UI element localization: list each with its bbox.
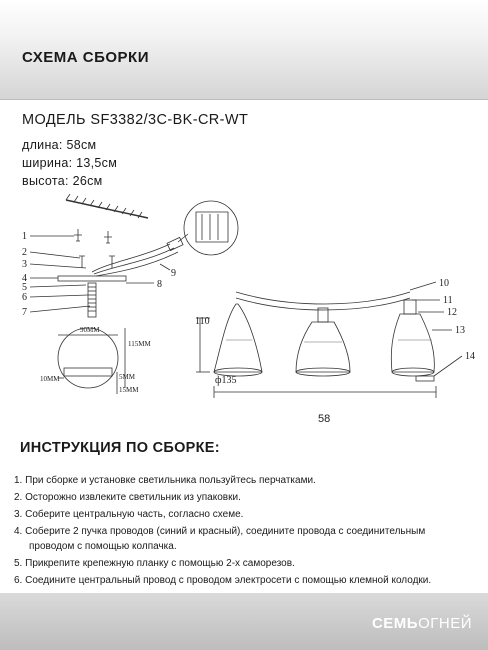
step-6 (14, 573, 474, 588)
canopy-plate-detail (58, 328, 125, 394)
callout-13: 13 (455, 325, 465, 336)
mounting-bracket (58, 276, 126, 281)
step-number: 2. (14, 492, 23, 503)
wires (92, 237, 183, 276)
brand-logo (372, 615, 472, 632)
callout-10: 10 (439, 278, 449, 289)
step-5 (14, 556, 474, 571)
callout-6: 6 (22, 292, 27, 303)
callout-1: 1 (22, 231, 27, 242)
spec-height-value: 26см (72, 174, 103, 188)
spec-length (22, 138, 96, 152)
instructions-title: ИНСТРУКЦИЯ ПО СБОРКЕ: (20, 440, 220, 456)
step-text: Прикрепите крепежную планку с помощью 2-х саморезов. (25, 558, 295, 569)
step-number: 5. (14, 558, 23, 569)
callout-leaders-left (30, 236, 170, 312)
step-text: Соберите центральную часть, согласно схеме. (25, 509, 244, 520)
chandelier-arm (236, 292, 410, 310)
step-4 (14, 524, 474, 539)
spec-width-value: 13,5см (76, 156, 118, 170)
callout-14: 14 (465, 351, 475, 362)
step-text: При сборке и установке светильника пользуйтесь перчатками. (25, 475, 316, 486)
dimension-lines (196, 318, 436, 398)
dim-135: ф135 (215, 375, 237, 386)
dim-90mm: 90ММ (80, 326, 100, 334)
callout-9: 9 (171, 268, 176, 279)
callout-11: 11 (443, 295, 453, 306)
dim-5mm: 5ММ (119, 373, 135, 381)
spec-width (22, 156, 117, 170)
spec-height (22, 174, 103, 188)
spec-length-value: 58см (66, 138, 97, 152)
spec-length-label: длина: (22, 138, 63, 152)
step-4-continued (29, 539, 488, 554)
terminal-block-detail (178, 201, 238, 255)
header-band (0, 0, 488, 100)
wall-anchors (74, 229, 115, 268)
callout-5: 5 (22, 282, 27, 293)
dim-15mm: 15ММ (119, 386, 139, 394)
dim-115mm: 115ММ (128, 340, 151, 348)
spec-height-label: высота: (22, 174, 69, 188)
step-2 (14, 490, 474, 505)
step-number: 6. (14, 575, 23, 586)
step-number: 3. (14, 509, 23, 520)
center-rod (88, 283, 96, 317)
step-number: 1. (14, 475, 23, 486)
header-divider (0, 99, 488, 100)
glass-shade-center (296, 308, 350, 376)
step-text: Соберите 2 пучка проводов (синий и красный), соедините провода с соединительным (25, 526, 426, 537)
brand-bold: СЕМЬ (371, 615, 419, 632)
callout-8: 8 (157, 279, 162, 290)
step-1 (14, 473, 474, 488)
callout-12: 12 (447, 307, 457, 318)
step-3 (14, 507, 474, 522)
callout-3: 3 (22, 259, 27, 270)
brand-light: ОГНЕЙ (418, 615, 472, 632)
dim-10mm: 10ММ (40, 375, 60, 383)
callout-7: 7 (22, 307, 27, 318)
ceiling-hatch (66, 194, 148, 218)
step-text: Осторожно извлеките светильник из упаковки. (25, 492, 241, 503)
step-text: проводом с помощью колпачка. (29, 541, 177, 552)
callout-4: 4 (22, 273, 27, 284)
step-text: Соедините центральный провод с проводом электросети с помощью клемной колодки. (25, 575, 432, 586)
callout-2: 2 (22, 247, 27, 258)
glass-shade-left (214, 304, 262, 376)
step-number: 4. (14, 526, 23, 537)
dim-110: 110 (195, 316, 210, 327)
footer-band (0, 593, 488, 650)
spec-width-label: ширина: (22, 156, 73, 170)
model-name: МОДЕЛЬ SF3382/3C-BK-CR-WT (22, 112, 249, 128)
dim-58: 58 (318, 413, 331, 425)
page-title: СХЕМА СБОРКИ (22, 49, 149, 66)
assembly-diagram (0, 190, 488, 430)
